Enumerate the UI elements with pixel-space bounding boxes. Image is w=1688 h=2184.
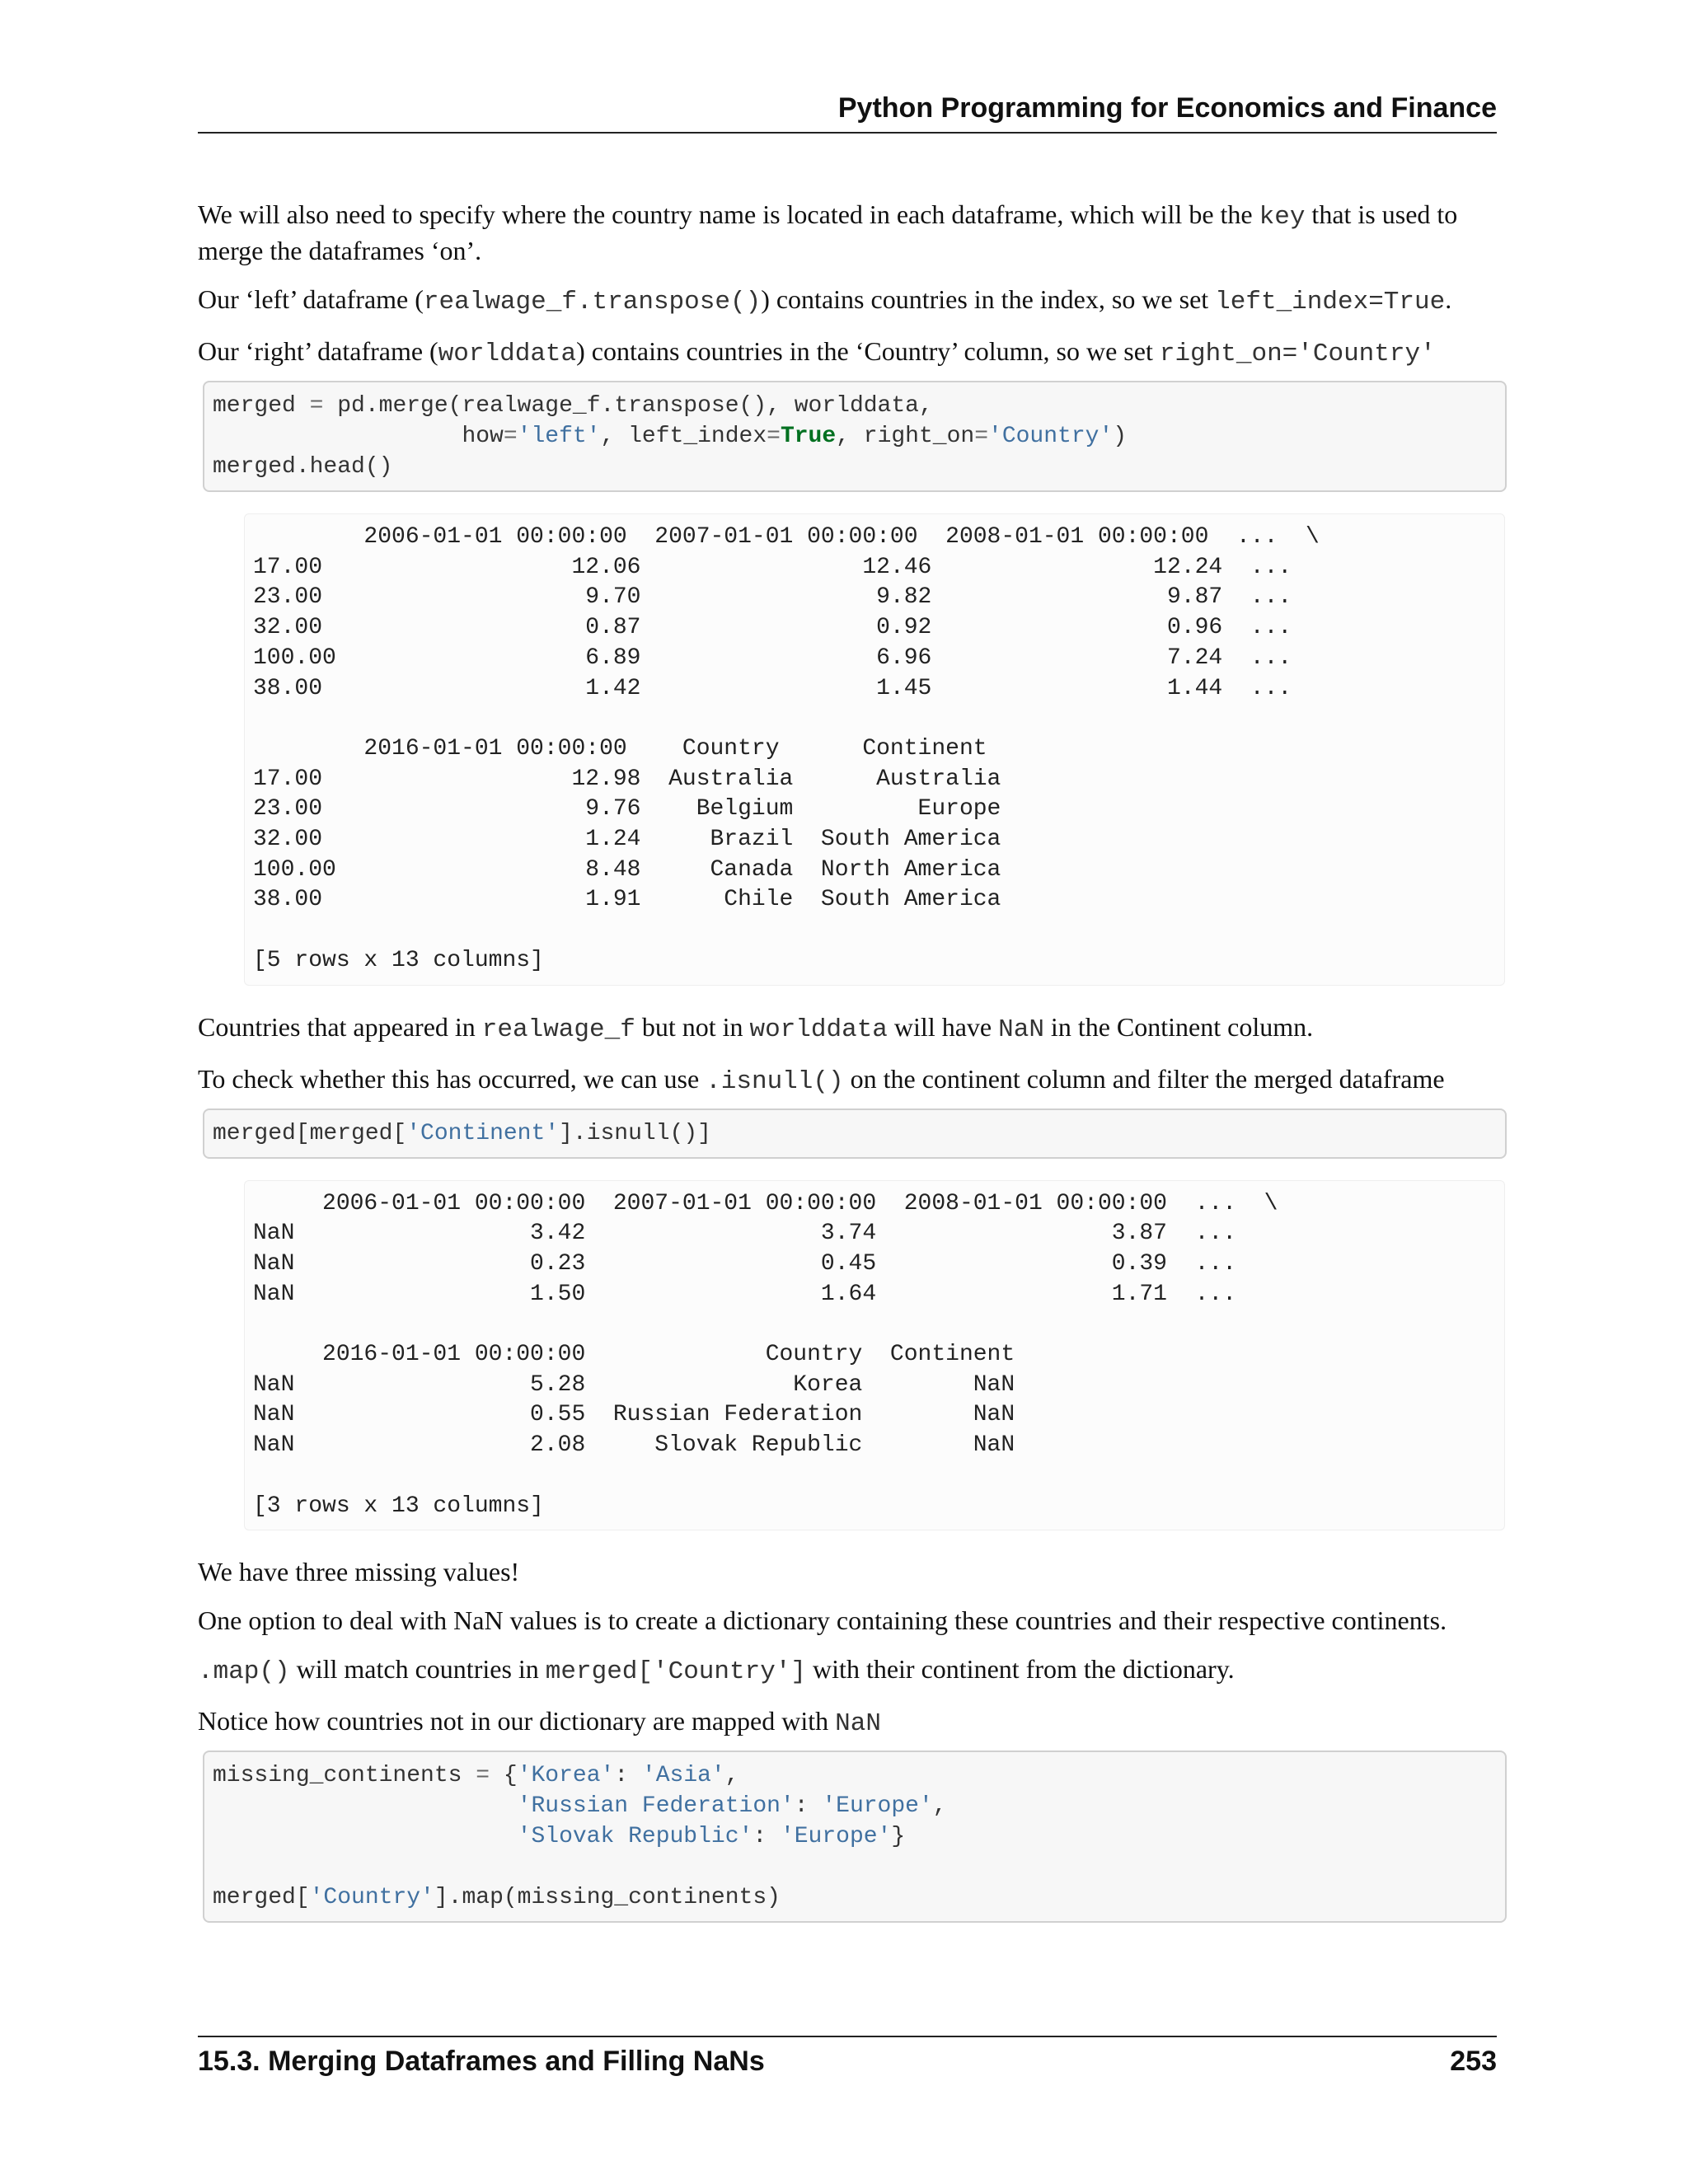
page-content [198,198,1497,1947]
page-number: 253 [1450,2046,1497,2077]
text: We will also need to specify where the country name is located in each dataframe, which will be the [198,199,1259,229]
text: We have three missing values! [198,1557,520,1587]
paragraph-left-dataframe [198,283,1497,319]
text: . [1445,284,1452,314]
text: Our ‘right’ dataframe ( [198,336,438,366]
text: ) contains countries in the ‘Country’ column, so we set [576,336,1160,366]
paragraph-dictionary-option [198,1604,1497,1637]
output-block-missing-rows: 2006-01-01 00:00:00 2007-01-01 00:00:00 2008-01-01 00:00:00 ... \ NaN 3.42 3.74 3.87 ... NaN 0.23 0.45 0.39 ... NaN 1.50 1.64 1.71 ... 2016-01-01 00:00:00 Country Continent NaN 5.28 Korea NaN NaN 0.55 Russian Federation NaN NaN 2.08 Slovak Republic NaN [3 rows x 13 columns] [244,1180,1505,1531]
text: Notice how countries not in our dictionary are mapped with [198,1706,836,1736]
inline-code: .map() [198,1657,290,1687]
paragraph-map-explanation [198,1652,1497,1689]
inline-code: worlddata [438,340,577,368]
inline-code: right_on='Country' [1159,340,1436,368]
text: in the Continent column. [1043,1011,1314,1042]
text: Countries that appeared in [198,1011,482,1042]
text: on the continent column and filter the merged dataframe [843,1063,1445,1094]
text: Our ‘left’ dataframe ( [198,284,424,314]
text: but not in [635,1011,750,1042]
code-block-isnull[interactable]: merged[merged['Continent'].isnull()] [203,1108,1507,1159]
running-header [198,92,1497,134]
text: will have [887,1011,999,1042]
inline-code: NaN [998,1015,1044,1044]
paragraph-three-missing [198,1555,1497,1588]
paragraph-nan-mapping [198,1704,1497,1741]
code-block-map-continents[interactable]: missing_continents = {'Korea': 'Asia', 'Russian Federation': 'Europe', 'Slovak Republic': 'Europe'} merged['Country'].map(missing_continents) [203,1750,1507,1923]
book-title: Python Programming for Economics and Finance [837,92,1497,124]
inline-code: .isnull() [706,1066,844,1096]
inline-code: key [1259,203,1306,232]
inline-code: realwage_f [481,1015,635,1044]
paragraph-key-explanation [198,198,1497,267]
paragraph-right-dataframe [198,335,1497,371]
inline-code: worlddata [749,1015,888,1044]
text: To check whether this has occurred, we can use [198,1063,706,1094]
text: will match countries in [289,1654,546,1685]
inline-code: left_index=True [1215,288,1446,316]
text: that is used to merge the dataframes ‘on’. [198,199,1458,265]
running-footer [198,2036,1497,2078]
section-title: 15.3. Merging Dataframes and Filling NaNs [198,2046,765,2077]
text: One option to deal with NaN values is to create a dictionary containing these countries and their respective continents. [198,1605,1447,1636]
paragraph-isnull-check [198,1062,1497,1099]
inline-code: merged['Country'] [545,1657,807,1687]
text: with their continent from the dictionary. [806,1654,1235,1685]
text: ) contains countries in the index, so we set [761,284,1216,314]
inline-code: realwage_f.transpose() [423,288,762,316]
paragraph-nan-continent [198,1010,1497,1047]
inline-code: NaN [835,1709,881,1739]
code-block-merge[interactable]: merged = pd.merge(realwage_f.transpose(), worlddata, how='left', left_index=True, right_on='Country') merged.head() [203,381,1507,492]
output-block-merged-head: 2006-01-01 00:00:00 2007-01-01 00:00:00 2008-01-01 00:00:00 ... \ 17.00 12.06 12.46 12.24 ... 23.00 9.70 9.82 9.87 ... 32.00 0.87 0.92 0.96 ... 100.00 6.89 6.96 7.24 ... 38.00 1.42 1.45 1.44 ... 2016-01-01 00:00:00 Country Continent 17.00 12.98 Australia Australia 23.00 9.76 Belgium Europe 32.00 1.24 Brazil South America 100.00 8.48 Canada North America 38.00 1.91 Chile South America [5 rows x 13 columns] [244,513,1505,986]
